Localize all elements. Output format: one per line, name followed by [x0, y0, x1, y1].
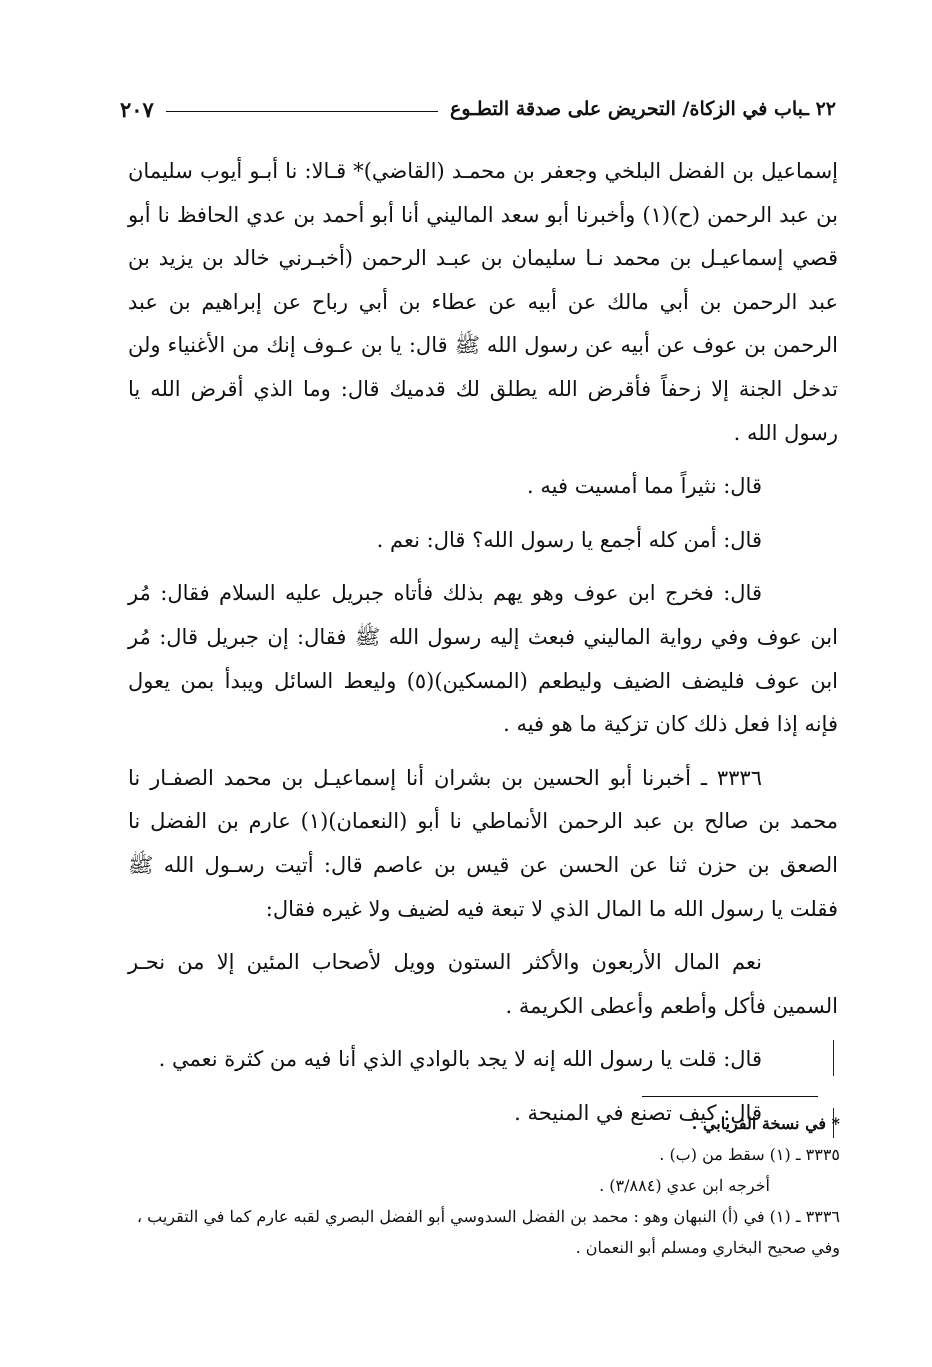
paragraph-8: قال: كيف تصنع في المنيحة . — [514, 1100, 762, 1125]
footnotes — [128, 1108, 840, 1263]
paragraph-2: قال: نثيراً مما أمسيت فيه . — [527, 474, 762, 499]
footnote-separator — [642, 1096, 818, 1097]
footnote-1: * في نسخة الفريابي . — [691, 1114, 840, 1133]
paragraph-3: قال: أمن كله أجمع يا رسول الله؟ قال: نعم . — [376, 527, 762, 552]
margin-mark — [833, 1040, 834, 1076]
page-number: ٢٠٧ — [120, 96, 154, 122]
footnote-2: ٣٣٣٥ ـ (١) سقط من (ب) . — [659, 1145, 840, 1164]
paragraph-5-hadith-3336: ٣٣٣٦ ـ أخبرنا أبو الحسين بن بشران أنا إسماعيـل بن محمد الصفـار نا محمد بن صالح بن عبد الرحمن الأنماطي نا أبو (النعمان)(١) عارم بن الفضل نا الصعق بن حزن ثنا عن الحسن عن قيس بن عاصم قال: أتيت رسـول الله ﷺ فقلت يا رسول الله ما المال الذي لا تبعة فيه لضيف ولا غيره فقال: — [128, 765, 838, 921]
running-header — [120, 92, 836, 126]
chapter-title: ٢٢ ـباب في الزكاة/ التحريض على صدقة التطـوع — [450, 98, 836, 120]
footnote-3: أخرجه ابن عدي (٣/٨٨٤) . — [599, 1176, 770, 1195]
paragraph-7: قال: قلت يا رسول الله إنه لا يجد بالوادي الذي أنا فيه من كثرة نعمي . — [158, 1047, 762, 1072]
header-rule — [166, 111, 438, 112]
main-text — [128, 150, 838, 1135]
paragraph-6: نعم المال الأربعون والأكثر الستون وويل لأصحاب المئين إلا من نحـر السمين فأكل وأطعم وأعطى الكريمة . — [128, 950, 838, 1018]
paragraph-1: إسماعيل بن الفضل البلخي وجعفر بن محمـد (القاضي)* قـالا: نا أبـو أيوب سليمان بن عبد الرحمن (ح)(١) وأخبرنا أبو سعد الماليني أنا أبو أحمد بن عدي الحافظ نا أبو قصي إسماعيـل بن محمد نـا سليمان بن عبـد الرحمن (أخبـرني خالد بن يزيد بن عبد الرحمن بن أبي مالك عن أبيه عن عطاء بن أبي رباح عن إبراهيم بن عبد الرحمن بن عوف عن أبيه عن رسول الله ﷺ قال: يا بن عـوف إنك من الأغنياء ولن تدخل الجنة إلا زحفاً فأقرض الله يطلق لك قدميك قال: وما الذي أقرض الله يا رسول الله . — [128, 159, 839, 445]
footnote-4: ٣٣٣٦ ـ (١) في (أ) النبهان وهو : محمد بن الفضل السدوسي أبو الفضل البصري لقبه عارم كما في التقريب ، وفي صحيح البخاري ومسلم أبو النعمان . — [136, 1207, 840, 1257]
paragraph-4: قال: فخرج ابن عوف وهو يهم بذلك فأتاه جبريل عليه السلام فقال: مُر ابن عوف وفي رواية الماليني فبعث إليه رسول الله ﷺ فقال: إن جبريل قال: مُر ابن عوف فليضف الضيف وليطعم (المسكين)(٥) وليعط السائل ويبدأ بمن يعول فإنه إذا فعل ذلك كان تزكية ما هو فيه . — [128, 581, 838, 737]
